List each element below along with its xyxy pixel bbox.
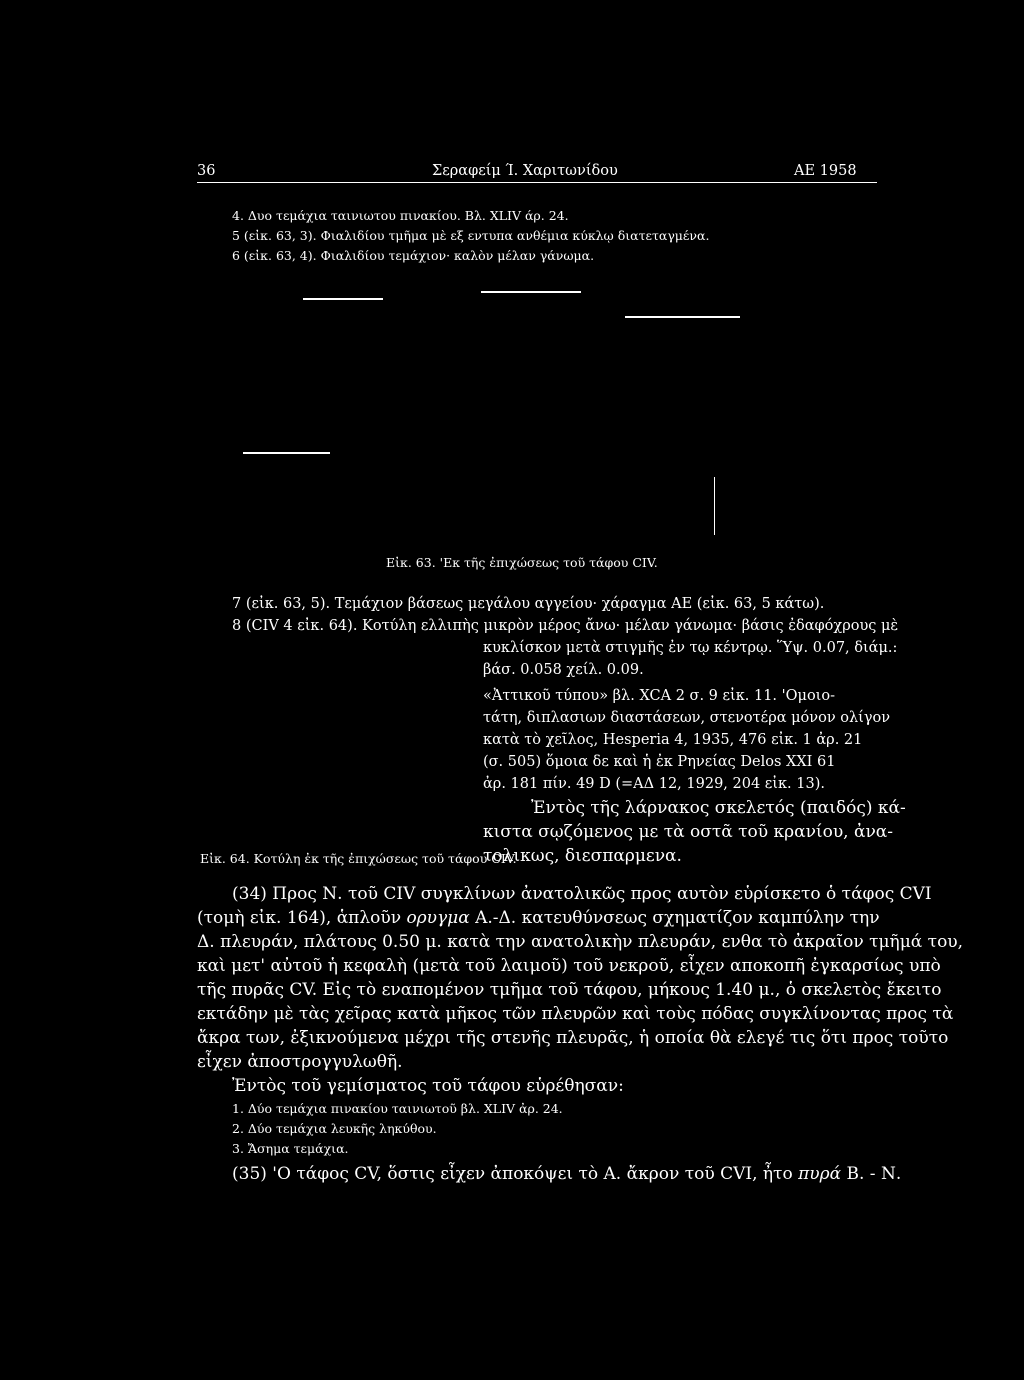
larnax-line: κιστα σῳζόμενος με τὰ οστᾶ τοῦ κρανίου, ἀνα-: [483, 822, 894, 842]
list-item: 5 (εἰκ. 63, 3). Φιαλιδίου τμῆμα μὲ εξ εντυπα ανθέμια κύκλῳ διατεταγμένα.: [232, 228, 710, 243]
list-item: 6 (εἰκ. 63, 4). Φιαλιδίου τεμάχιον· καλὸν μέλαν γάνωμα.: [232, 248, 595, 263]
fragment-mark: [625, 316, 740, 318]
item-8-line: 8 (CIV 4 εἰκ. 64). Κοτύλη ελλιπὴς μικρὸν μέρος ἄνω· μέλαν γάνωμα· βάσις ἐδαφόχρους μὲ: [232, 618, 899, 634]
item-8-line: «Ἀττικοῦ τύπου» βλ. XCA 2 σ. 9 εἰκ. 11. 'Ομοιο-: [483, 688, 835, 704]
page-number: 36: [197, 163, 216, 179]
journal-label: ΑΕ 1958: [794, 163, 857, 179]
para-34-line: (34) Προς Ν. τοῦ CIV συγκλίνων ἀνατολικῶς προς αυτὸν εὑρίσκετο ὁ τάφος CVI: [232, 884, 932, 904]
item-8-line: κυκλίσκον μετὰ στιγμῆς ἐν τῳ κέντρῳ. Ὕψ. 0.07, διάμ.:: [483, 640, 898, 656]
fragment-mark: [303, 298, 383, 300]
item-8-line: τάτη, διπλασιων διαστάσεων, στενοτέρα μόνον ολίγον: [483, 710, 891, 726]
fill-item: 3. Ἄσημα τεμάχια.: [232, 1141, 349, 1156]
fill-item: 1. Δύο τεμάχια πινακίου ταινιωτοῦ βλ. XLIV ἀρ. 24.: [232, 1101, 563, 1116]
para-34-line: (τομὴ εἰκ. 164), ἁπλοῦν ορυγμα Α.-Δ. κατευθύνσεως σχηματίζον καμπύλην την: [197, 908, 880, 928]
item-8-line: κατὰ τὸ χεῖλος, Hesperia 4, 1935, 476 εἰκ. 1 ἀρ. 21: [483, 732, 863, 748]
list-item: 4. Δυο τεμάχια ταινιωτου πινακίου. Βλ. XLIV άρ. 24.: [232, 208, 569, 223]
fill-item: 2. Δύο τεμάχια λευκῆς ληκύθου.: [232, 1121, 437, 1136]
fragment-mark: [481, 291, 581, 293]
item-7: 7 (εἰκ. 63, 5). Τεμάχιον βάσεως μεγάλου αγγείου· χάραγμα ΑΕ (εἰκ. 63, 5 κάτω).: [232, 596, 825, 612]
header-rule: [197, 182, 877, 183]
para-34-line: εκτάδην μὲ τὰς χεῖρας κατὰ μῆκος τῶν πλευρῶν καὶ τοὺς πόδας συγκλίνοντας προς τὰ: [197, 1004, 954, 1024]
item-8-line: (σ. 505) ὅμοια δε καὶ ἡ ἐκ Ρηνείας Delos XXI 61: [483, 754, 836, 770]
para-34-line: τῆς πυρᾶς CV. Εἰς τὸ εναπομένον τμῆμα τοῦ τάφου, μήκους 1.40 μ., ὁ σκελετὸς ἔκειτο: [197, 980, 942, 1000]
larnax-line: Ἐντὸς τῆς λάρνακος σκελετός (παιδός) κά-: [531, 798, 906, 818]
larnax-line: τολικως, διεσπαρμενα.: [483, 846, 682, 866]
figure-63-caption: Εἰκ. 63. 'Εκ τῆς ἐπιχώσεως τοῦ τάφου CIV.: [386, 555, 658, 570]
item-8-line: ἀρ. 181 πίν. 49 D (=ΑΔ 12, 1929, 204 εἰκ. 13).: [483, 776, 825, 792]
para-34-line: ἄκρα των, ἐξικνούμενα μέχρι τῆς στενῆς πλευρᾶς, ἡ οποία θὰ ελεγέ τις ὅτι προς τοῦτο: [197, 1028, 949, 1048]
item-8-line: βάσ. 0.058 χείλ. 0.09.: [483, 662, 644, 678]
fill-heading: Ἐντὸς τοῦ γεμίσματος τοῦ τάφου εὑρέθησαν:: [232, 1076, 624, 1096]
fragment-mark: [243, 452, 330, 454]
para-34-line: καὶ μετ' αὐτοῦ ἡ κεφαλὴ (μετὰ τοῦ λαιμοῦ) τοῦ νεκροῦ, εἶχεν αποκοπῆ ἐγκαρσίως υπὸ: [197, 956, 941, 976]
figure-64-caption: Εἰκ. 64. Κοτύλη ἐκ τῆς ἐπιχώσεως τοῦ τάφου CIV.: [200, 851, 517, 866]
para-34-line: εἶχεν ἀποστρογγυλωθῆ.: [197, 1052, 403, 1072]
para-34-line: Δ. πλευράν, πλάτους 0.50 μ. κατὰ την ανατολικὴν πλευράν, ενθα τὸ ἀκραῖον τμῆμά του,: [197, 932, 964, 952]
fragment-mark: [714, 477, 715, 535]
para-35: (35) 'Ο τάφος CV, ὅστις εἶχεν ἀποκόψει τὸ Α. ἄκρον τοῦ CVI, ἦτο πυρά Β. - Ν.: [232, 1164, 902, 1184]
running-title: Σεραφείμ Ί. Χαριτωνίδου: [432, 163, 618, 179]
